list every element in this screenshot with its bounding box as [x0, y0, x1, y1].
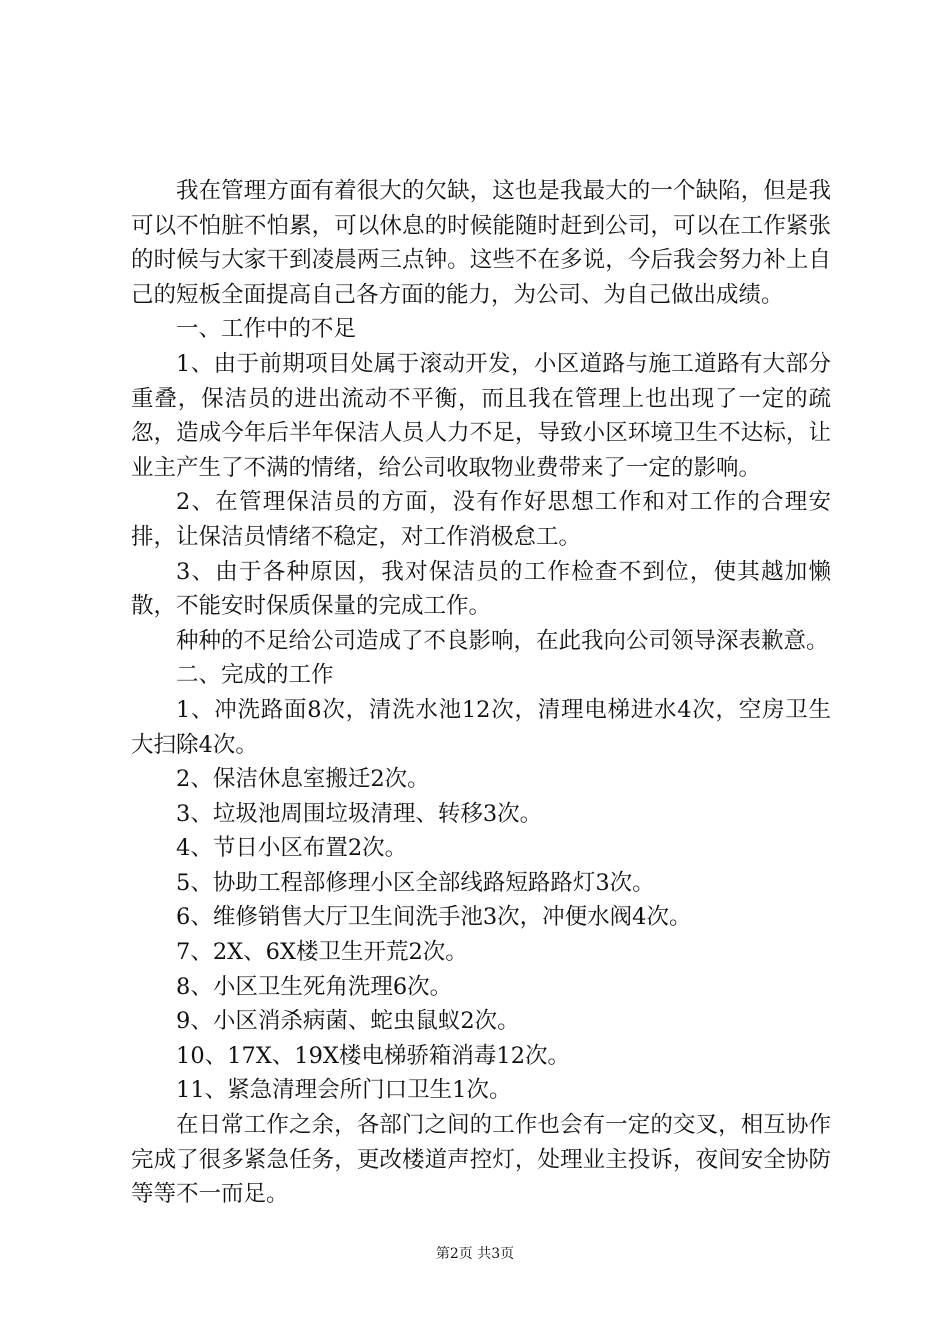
section-heading-completed-work: 二、完成的工作 [176, 662, 334, 689]
work-item: 5、协助工程部修理小区全部线路短路路灯3次。 [176, 869, 655, 896]
work-item: 11、紧急清理会所门口卫生1次。 [176, 1077, 512, 1104]
page-number-footer: 第2页 共3页 [435, 1246, 515, 1262]
work-item: 7、2X、6X楼卫生开荒2次。 [176, 939, 468, 966]
work-item: 9、小区消杀病菌、蛇虫鼠蚁2次。 [176, 1008, 520, 1035]
closing-paragraph: 在日常工作之余，各部门之间的工作也会有一定的交叉，相互协作完成了很多紧急任务，更改楼道声控灯，处理业主投诉，夜间安全协防等等不一而足。 [131, 1112, 831, 1208]
work-item: 10、17X、19X楼电梯骄箱消毒12次。 [176, 1042, 571, 1069]
work-item: 4、节日小区布置2次。 [176, 835, 408, 862]
apology-paragraph: 种种的不足给公司造成了不良影响，在此我向公司领导深表歉意。 [176, 627, 829, 654]
deficiency-item-3: 3、由于各种原因，我对保洁员的工作检查不到位，使其越加懒散，不能安时保质保量的完成工作。 [131, 558, 831, 620]
intro-paragraph: 我在管理方面有着很大的欠缺，这也是我最大的一个缺陷，但是我可以不怕脏不怕累，可以休息的时候能随时赶到公司，可以在工作紧张的时候与大家干到凌晨两三点钟。这些不在多说，今后我会努力补上自己的短板全面提高自己各方面的能力，为公司、为自己做出成绩。 [131, 178, 831, 308]
work-item: 1、冲洗路面8次，清洗水池12次，清理电梯进水4次，空房卫生大扫除4次。 [131, 696, 831, 758]
document-body [131, 174, 831, 1212]
work-item: 2、保洁休息室搬迁2次。 [176, 766, 430, 793]
deficiency-item-2: 2、在管理保洁员的方面，没有作好思想工作和对工作的合理安排，让保洁员情绪不稳定，对工作消极怠工。 [131, 489, 831, 550]
section-heading-deficiencies: 一、工作中的不足 [176, 316, 357, 343]
deficiency-item-1: 1、由于前期项目处属于滚动开发，小区道路与施工道路有大部分重叠，保洁员的进出流动不平衡，而且我在管理上也出现了一定的疏忽，造成今年后半年保洁人员人力不足，导致小区环境卫生不达标，让业主产生了不满的情绪，给公司收取物业费带来了一定的影响。 [131, 350, 831, 481]
work-item: 8、小区卫生死角洗理6次。 [176, 973, 453, 1000]
work-item: 6、维修销售大厅卫生间洗手池3次，冲便水阀4次。 [176, 904, 692, 931]
work-item: 3、垃圾池周围垃圾清理、转移3次。 [176, 800, 543, 827]
completed-work-list [131, 693, 831, 1108]
